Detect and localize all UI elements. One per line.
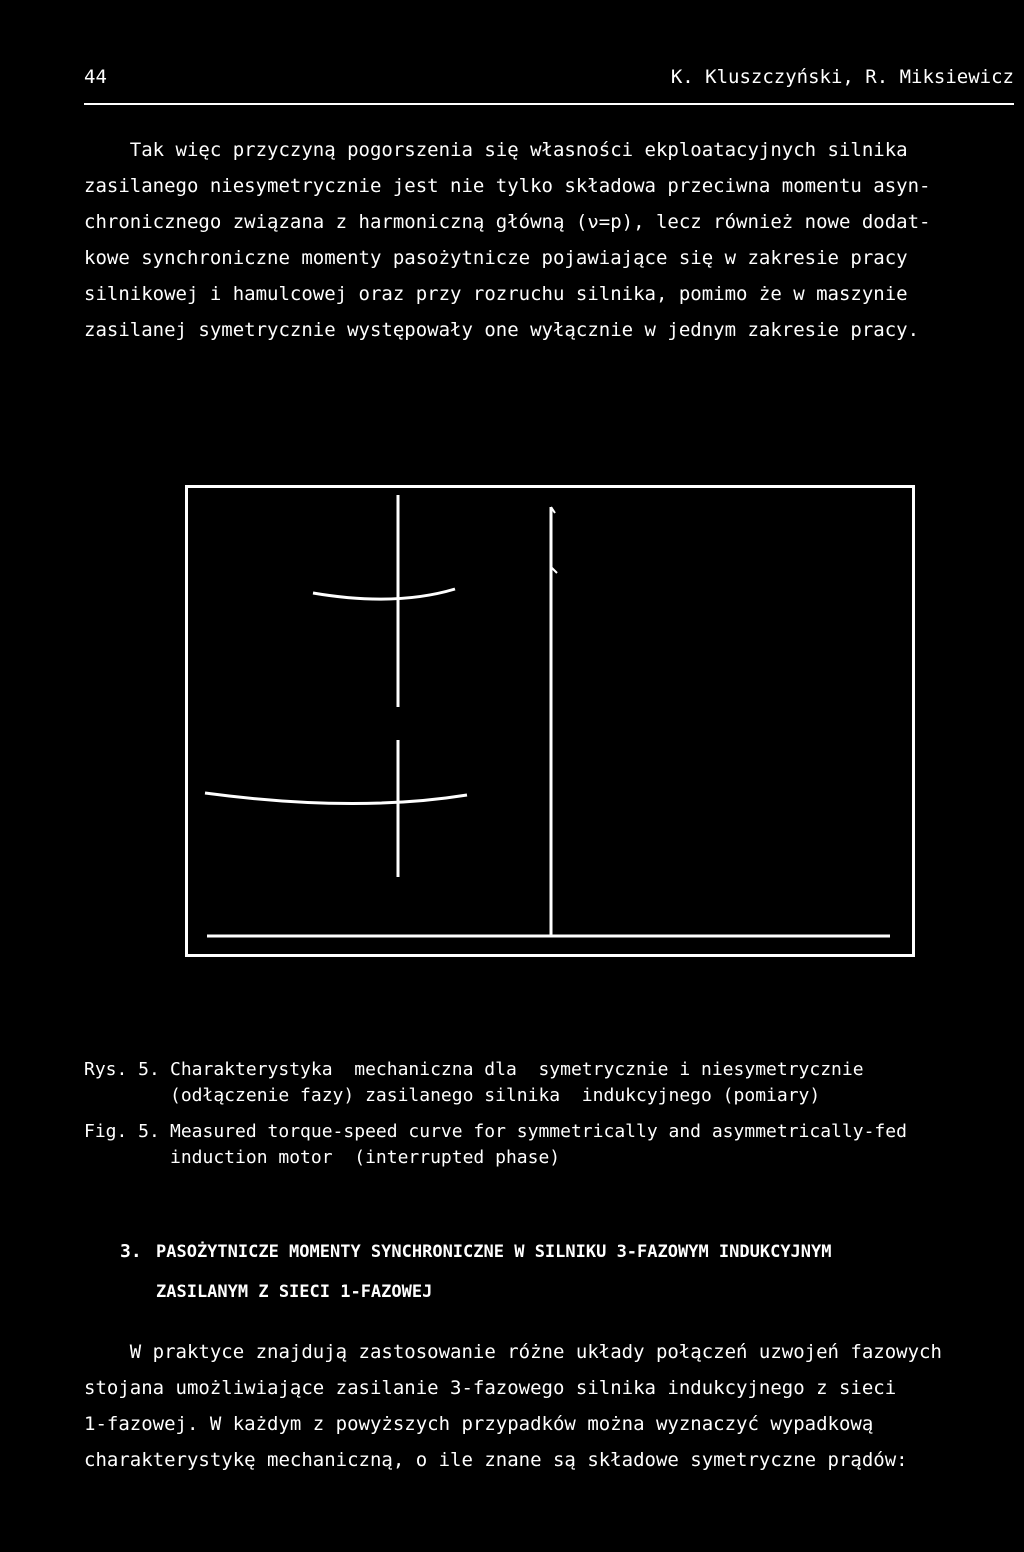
paragraph-line: Tak więc przyczyną pogorszenia się własności ekploatacyjnych silnika bbox=[84, 139, 908, 161]
caption-line: (odłączenie fazy) zasilanego silnika indukcyjnego (pomiary) bbox=[170, 1085, 821, 1106]
paragraph-1 bbox=[84, 132, 1014, 348]
paragraph-line: zasilanej symetrycznie występowały one wyłącznie w jednym zakresie pracy. bbox=[84, 319, 920, 341]
caption-tag: Rys. 5. bbox=[84, 1059, 160, 1080]
paragraph-line: W praktyce znajdują zastosowanie różne układy połączeń uzwojeń fazowych bbox=[84, 1341, 942, 1363]
running-head-authors: K. Kluszczyński, R. Miksiewicz bbox=[670, 66, 1014, 88]
paragraph-line: stojana umożliwiające zasilanie 3-fazowego silnika indukcyjnego z sieci bbox=[84, 1377, 897, 1399]
paragraph-line: charakterystykę mechaniczną, o ile znane są składowe symetryczne prądów: bbox=[84, 1449, 908, 1471]
section-title-line: PASOŻYTNICZE MOMENTY SYNCHRONICZNE W SILNIKU 3-FAZOWYM INDUKCYJNYM bbox=[156, 1242, 832, 1262]
upper-torque-curve bbox=[313, 589, 455, 599]
header-rule bbox=[84, 103, 1014, 105]
figure-torque-speed-plot bbox=[185, 485, 915, 957]
page-number: 44 bbox=[84, 66, 107, 88]
paragraph-line: chronicznego związana z harmoniczną główną (ν=p), lecz również nowe dodat- bbox=[84, 211, 931, 233]
paragraph-2 bbox=[84, 1334, 1014, 1478]
caption-tag: Fig. 5. bbox=[84, 1121, 160, 1142]
lower-torque-curve bbox=[205, 793, 467, 804]
caption-line: Charakterystyka mechaniczna dla symetrycznie i niesymetrycznie bbox=[170, 1059, 864, 1080]
paragraph-line: 1-fazowej. W każdym z powyższych przypadków można wyznaczyć wypadkową bbox=[84, 1413, 874, 1435]
caption-line: induction motor (interrupted phase) bbox=[170, 1147, 561, 1168]
caption-line: Measured torque-speed curve for symmetrically and asymmetrically-fed bbox=[170, 1121, 907, 1142]
paragraph-line: kowe synchroniczne momenty pasożytnicze pojawiające się w zakresie pracy bbox=[84, 247, 908, 269]
section-title-line: ZASILANYM Z SIECI 1-FAZOWEJ bbox=[156, 1282, 433, 1302]
paragraph-line: zasilanego niesymetrycznie jest nie tylko składowa przeciwna momentu asyn- bbox=[84, 175, 931, 197]
section-number: 3. bbox=[120, 1241, 142, 1262]
paragraph-line: silnikowej i hamulcowej oraz przy rozruchu silnika, pomimo że w maszynie bbox=[84, 283, 908, 305]
